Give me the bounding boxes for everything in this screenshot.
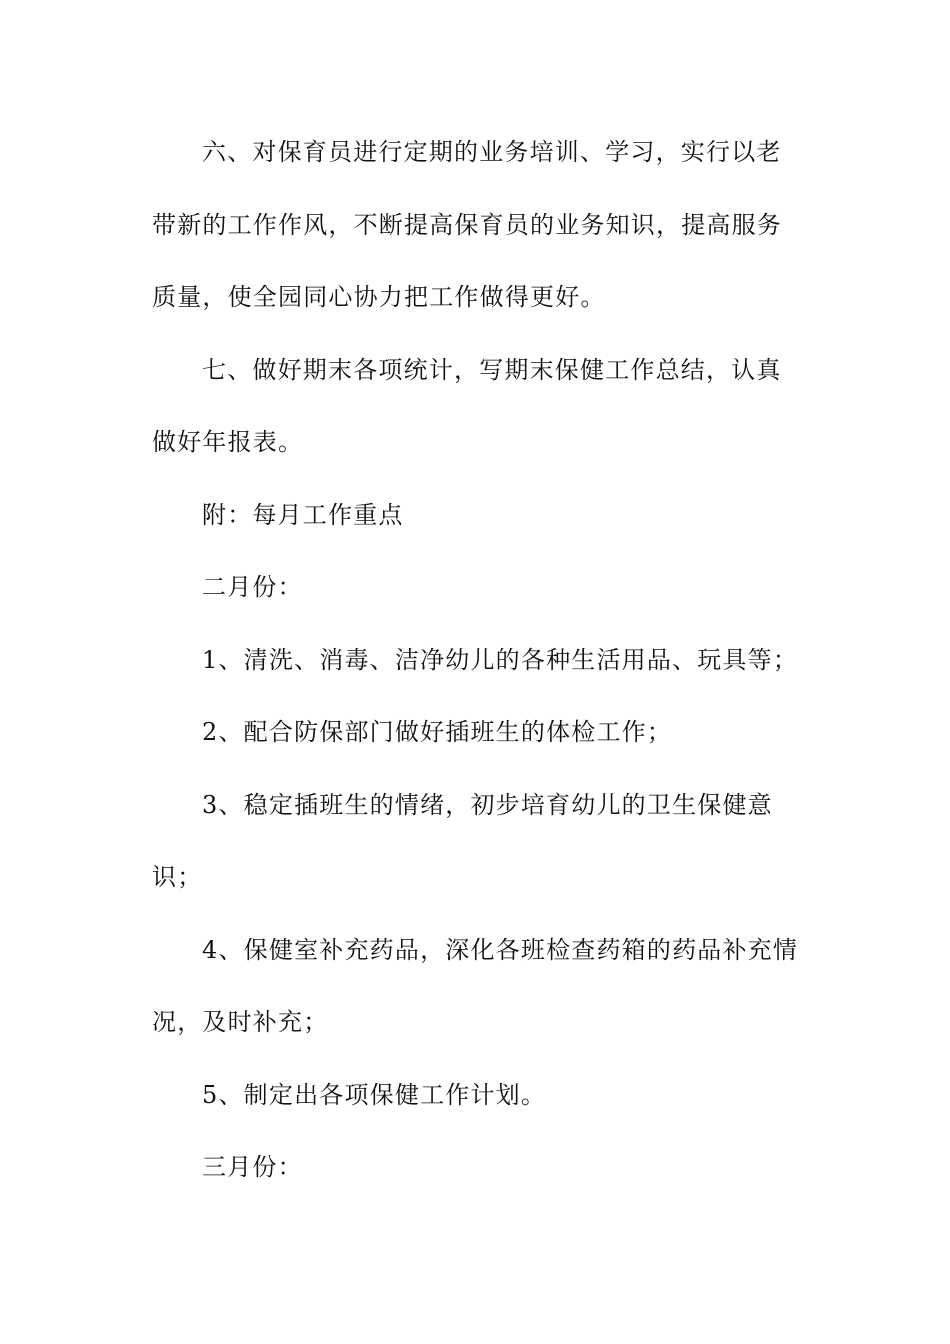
paragraph-line: 做好年报表。 xyxy=(152,428,304,456)
list-item: 4、保健室补充药品，深化各班检查药箱的药品补充情 xyxy=(202,935,799,964)
paragraph-line: 六、对保育员进行定期的业务培训、学习，实行以老 xyxy=(202,138,782,166)
month-heading: 二月份： xyxy=(202,573,303,601)
list-item-continuation: 识； xyxy=(152,863,203,891)
paragraph-line: 带新的工作作风，不断提高保育员的业务知识，提高服务 xyxy=(152,210,782,239)
paragraph-line: 七、做好期末各项统计，写期末保健工作总结，认真 xyxy=(202,355,782,384)
list-item: 2、配合防保部门做好插班生的体检工作； xyxy=(202,718,673,746)
section-heading: 附：每月工作重点 xyxy=(202,500,404,529)
paragraph-line: 质量，使全园同心协力把工作做得更好。 xyxy=(152,283,606,311)
list-item: 3、稳定插班生的情绪，初步培育幼儿的卫生保健意 xyxy=(202,790,773,819)
list-item: 5、制定出各项保健工作计划。 xyxy=(202,1080,547,1109)
list-item-continuation: 况，及时补充； xyxy=(152,1008,329,1036)
document-body xyxy=(152,116,812,1204)
month-heading: 三月份： xyxy=(202,1153,303,1181)
list-item: 1、清洗、消毒、洁净幼儿的各种生活用品、玩具等； xyxy=(202,645,799,674)
